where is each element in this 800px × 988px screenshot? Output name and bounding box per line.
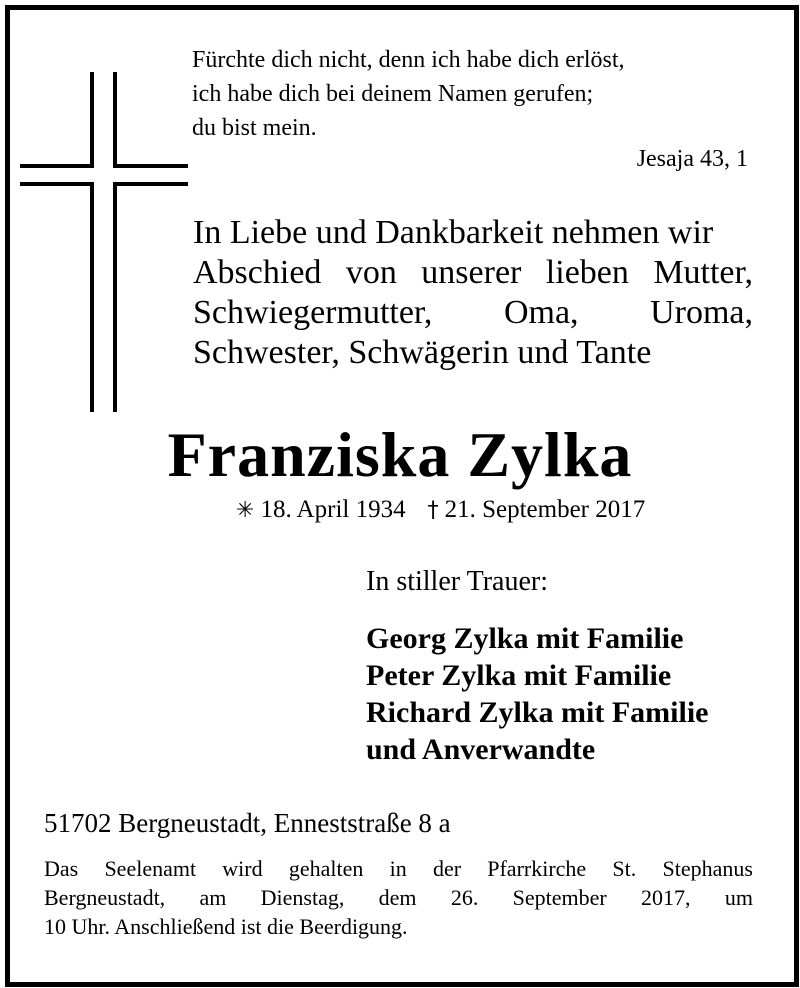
- verse-line: ich habe dich bei deinem Namen gerufen;: [192, 81, 594, 107]
- farewell-word: Mutter,: [653, 254, 753, 291]
- notice-word: September: [512, 885, 607, 910]
- farewell-word: unserer: [421, 254, 522, 291]
- farewell-word: Uroma,: [650, 294, 753, 331]
- notice-word: 26.: [450, 885, 479, 910]
- mourner: Peter Zylka mit Familie: [366, 659, 672, 692]
- life-dates: [236, 496, 645, 524]
- service-notice: [44, 854, 753, 941]
- notice-word: Seelenamt: [104, 856, 197, 881]
- notice-line: 10 Uhr. Anschließend ist die Beerdigung.: [44, 914, 408, 939]
- notice-word: wird: [222, 856, 263, 881]
- notice-word: dem: [378, 885, 417, 910]
- notice-word: um: [724, 885, 753, 910]
- farewell-word: Schwiegermutter,: [193, 294, 433, 331]
- farewell-line: Schwester, Schwägerin und Tante: [193, 334, 652, 371]
- notice-word: gehalten: [288, 856, 364, 881]
- verse-line: Fürchte dich nicht, denn ich habe dich erlöst,: [192, 47, 625, 73]
- notice-word: Dienstag,: [260, 885, 345, 910]
- notice-word: Das: [44, 856, 79, 881]
- notice-word: Bergneustadt,: [44, 885, 166, 910]
- verse-line: du bist mein.: [192, 115, 317, 141]
- mourner: und Anverwandte: [366, 733, 596, 766]
- notice-word: am: [199, 885, 227, 910]
- notice-word: Stephanus: [662, 856, 753, 881]
- notice-word: Pfarrkirche: [487, 856, 587, 881]
- mourner: Richard Zylka mit Familie: [366, 696, 709, 729]
- notice-line: [44, 883, 753, 912]
- farewell-word: Oma,: [503, 294, 579, 331]
- address: 51702 Bergneustadt, Enneststraße 8 a: [44, 808, 451, 838]
- farewell-word: Abschied: [193, 254, 322, 291]
- verse-reference: Jesaja 43, 1: [636, 146, 748, 172]
- farewell-line: In Liebe und Dankbarkeit nehmen wir: [193, 214, 714, 251]
- farewell-line: [193, 293, 753, 333]
- notice-word: der: [432, 856, 462, 881]
- notice-line: [44, 854, 753, 883]
- mourner: Georg Zylka mit Familie: [366, 622, 684, 655]
- farewell-text: [193, 213, 753, 373]
- cross-icon: [20, 72, 188, 414]
- mourning-heading: In stiller Trauer:: [366, 566, 548, 597]
- notice-word: in: [389, 856, 407, 881]
- asterisk-icon: ✳: [236, 498, 255, 523]
- mourners-list: [366, 620, 708, 768]
- notice-word: St.: [612, 856, 637, 881]
- deceased-name: Franziska Zylka: [167, 419, 633, 490]
- bible-verse: [192, 43, 625, 145]
- farewell-word: lieben: [545, 254, 629, 291]
- dagger-icon: †: [427, 498, 439, 523]
- farewell-word: von: [345, 254, 397, 291]
- notice-word: 2017,: [641, 885, 691, 910]
- birth-date: 18. April 1934: [260, 496, 406, 523]
- farewell-line: [193, 253, 753, 293]
- death-date: 21. September 2017: [444, 496, 646, 523]
